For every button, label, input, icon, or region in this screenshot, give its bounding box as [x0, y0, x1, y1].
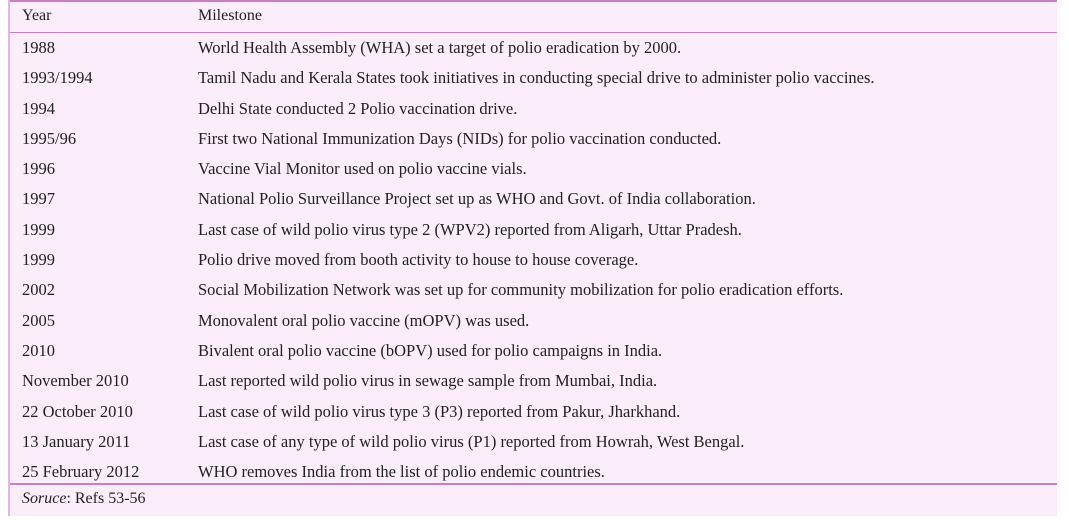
year-cell: 13 January 2011	[22, 431, 131, 451]
table-row	[10, 63, 1057, 93]
year-cell: 1994	[22, 98, 55, 118]
year-cell: 2002	[22, 280, 55, 300]
table-row	[10, 427, 1057, 457]
table-header-row	[10, 0, 1057, 33]
table-row	[10, 397, 1057, 427]
source-label: Soruce	[22, 490, 67, 507]
table-row	[10, 154, 1057, 184]
milestone-cell: Vaccine Vial Monitor used on polio vaccine vials.	[198, 159, 527, 179]
table-row	[10, 366, 1057, 396]
year-cell: 1999	[22, 219, 55, 239]
table-row	[10, 94, 1057, 124]
milestone-cell: Last reported wild polio virus in sewage sample from Mumbai, India.	[198, 371, 658, 391]
year-cell: 2005	[22, 310, 55, 330]
table-row	[10, 33, 1057, 63]
year-cell: 1997	[22, 189, 55, 209]
milestone-cell: Monovalent oral polio vaccine (mOPV) was used.	[198, 310, 530, 330]
year-cell: 1988	[22, 38, 55, 57]
table-row	[10, 275, 1057, 305]
table-row	[10, 215, 1057, 245]
milestone-cell: First two National Immunization Days (NIDs) for polio vaccination conducted.	[198, 128, 722, 148]
table-row	[10, 245, 1057, 275]
header-milestone: Milestone	[198, 7, 262, 24]
milestone-cell: World Health Assembly (WHA) set a target of polio eradication by 2000.	[198, 38, 682, 57]
bottom-rule	[10, 483, 1057, 485]
table-row	[10, 306, 1057, 336]
table-row	[10, 184, 1057, 214]
milestone-cell: Last case of any type of wild polio virus (P1) reported from Howrah, West Bengal.	[198, 431, 745, 451]
table-row	[10, 336, 1057, 366]
milestone-table	[8, 0, 1057, 516]
header-year: Year	[22, 7, 52, 24]
year-cell: 25 February 2012	[22, 462, 140, 482]
source-note	[22, 489, 146, 509]
milestone-cell: Bivalent oral polio vaccine (bOPV) used for polio campaigns in India.	[198, 340, 663, 360]
milestone-cell: Delhi State conducted 2 Polio vaccination drive.	[198, 98, 518, 118]
table-body	[10, 33, 1057, 487]
table-row	[10, 124, 1057, 154]
year-cell: 1993/1994	[22, 68, 93, 88]
milestone-cell: WHO removes India from the list of polio endemic countries.	[198, 462, 605, 482]
year-cell: 1999	[22, 250, 55, 270]
year-cell: 22 October 2010	[22, 401, 133, 421]
year-cell: November 2010	[22, 371, 129, 391]
milestone-cell: Social Mobilization Network was set up for community mobilization for polio eradication efforts.	[198, 280, 844, 300]
year-cell: 1995/96	[22, 128, 77, 148]
milestone-cell: Polio drive moved from booth activity to house to house coverage.	[198, 250, 639, 270]
year-cell: 1996	[22, 159, 55, 179]
milestone-cell: Last case of wild polio virus type 3 (P3) reported from Pakur, Jharkhand.	[198, 401, 681, 421]
milestone-cell: National Polio Surveillance Project set up as WHO and Govt. of India collaboration.	[198, 189, 756, 209]
milestone-cell: Last case of wild polio virus type 2 (WPV2) reported from Aligarh, Uttar Pradesh.	[198, 219, 742, 239]
year-cell: 2010	[22, 340, 55, 360]
source-text: : Refs 53-56	[66, 490, 146, 507]
milestone-cell: Tamil Nadu and Kerala States took initiatives in conducting special drive to administer polio vaccines.	[198, 68, 875, 88]
